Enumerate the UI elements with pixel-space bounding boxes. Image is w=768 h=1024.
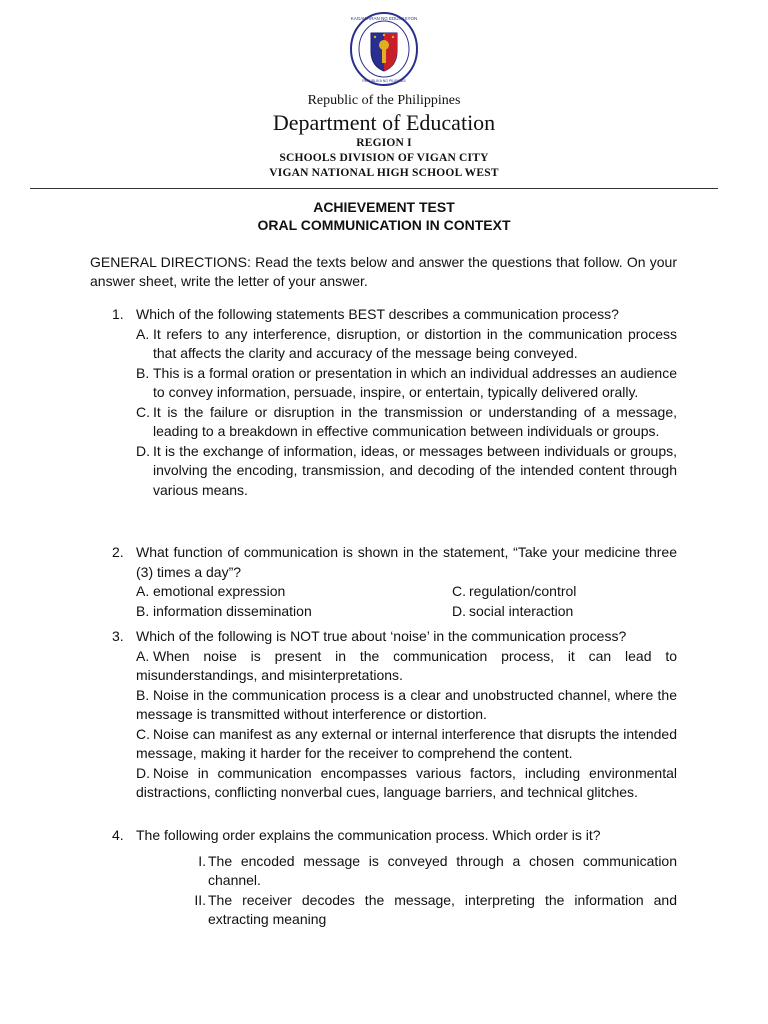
option-a	[136, 582, 452, 602]
question-2	[112, 543, 677, 621]
option-text: social interaction	[469, 602, 574, 619]
option-c	[452, 582, 677, 602]
svg-text:REPUBLIKA NG PILIPINAS: REPUBLIKA NG PILIPINAS	[362, 79, 406, 83]
department-heading: Department of Education	[272, 110, 496, 135]
option-c	[136, 725, 677, 764]
option-letter: D.	[136, 764, 150, 781]
region-heading: REGION I	[356, 137, 412, 149]
option-text: When noise is present in the communication process, it can lead to misunderstandings, and misinterpretations.	[136, 647, 677, 683]
division-heading: SCHOOLS DIVISION OF VIGAN CITY	[279, 152, 489, 164]
option-letter: C.	[452, 583, 466, 599]
options-grid	[136, 582, 677, 621]
option-letter: B.	[136, 602, 150, 619]
option-b	[136, 602, 452, 622]
general-directions: GENERAL DIRECTIONS: Read the texts below and answer the questions that follow. On your answer sheet, write the letter of your answer.	[90, 254, 677, 289]
option-text: information dissemination	[153, 602, 312, 619]
option-letter: A.	[136, 647, 150, 664]
option-text: Noise in the communication process is a clear and unobstructed channel, where the message is transmitted without interference or distortion.	[136, 686, 677, 722]
option-text: It refers to any interference, disruption, or distortion in the communication process that affects the clarity and accuracy of the message being conveyed.	[153, 325, 677, 361]
option-letter: B.	[136, 364, 150, 381]
item-text: The encoded message is conveyed through a chosen communication channel.	[208, 852, 677, 888]
order-item-ii	[168, 891, 677, 930]
question-number: 4.	[112, 827, 124, 843]
question-stem: Which of the following statements BEST describes a communication process?	[136, 306, 619, 322]
question-number: 2.	[112, 544, 124, 560]
option-letter: C.	[136, 725, 150, 742]
option-letter: C.	[136, 403, 150, 420]
option-letter: D.	[136, 442, 150, 459]
option-d	[136, 442, 677, 501]
republic-heading: Republic of the Philippines	[307, 93, 461, 108]
header-divider	[30, 188, 718, 189]
option-text: regulation/control	[469, 583, 577, 599]
option-text: Noise in communication encompasses various factors, including environmental distractions, conflicting nonverbal cues, language barriers, and technical glitches.	[136, 764, 677, 800]
option-text: Noise can manifest as any external or internal interference that disrupts the intended message, making it harder for the receiver to comprehend the content.	[136, 725, 677, 761]
roman-list	[112, 852, 677, 930]
option-letter: B.	[136, 686, 150, 703]
svg-text:KAGAWARAN NG EDUKASYON: KAGAWARAN NG EDUKASYON	[350, 16, 418, 21]
option-d	[452, 602, 677, 622]
option-text: It is the exchange of information, ideas, or messages between individuals or groups, involving the encoding, transmission, and decoding of the intended content through various means.	[153, 442, 677, 498]
option-d	[136, 764, 677, 803]
item-text: The receiver decodes the message, interpreting the information and extracting meaning	[208, 891, 677, 927]
test-subject: ORAL COMMUNICATION IN CONTEXT	[257, 217, 511, 233]
test-title: ACHIEVEMENT TEST	[313, 199, 455, 215]
question-number: 3.	[112, 628, 124, 644]
option-b	[136, 686, 677, 725]
option-letter: D.	[452, 602, 466, 619]
order-item-i	[168, 852, 677, 891]
item-numeral: I.	[198, 852, 206, 869]
option-a	[136, 325, 677, 364]
question-stem: The following order explains the communication process. Which order is it?	[136, 827, 601, 843]
option-text: This is a formal oration or presentation in which an individual addresses an audience to convey information, persuade, inspire, or entertain, typically delivered orally.	[153, 364, 677, 400]
question-4	[112, 826, 677, 930]
question-1	[112, 305, 677, 500]
deped-seal-logo	[349, 11, 419, 87]
option-letter: A.	[136, 583, 150, 599]
option-a	[136, 647, 677, 686]
option-text: emotional expression	[153, 583, 286, 599]
item-numeral: II.	[194, 891, 206, 908]
question-stem: What function of communication is shown in the statement, “Take your medicine three (3) times a day”?	[136, 544, 677, 580]
option-letter: A.	[136, 325, 150, 342]
option-b	[136, 364, 677, 403]
question-number: 1.	[112, 306, 124, 322]
question-3	[112, 627, 677, 803]
school-heading: VIGAN NATIONAL HIGH SCHOOL WEST	[269, 167, 499, 179]
question-stem: Which of the following is NOT true about ‘noise’ in the communication process?	[136, 628, 627, 644]
option-c	[136, 403, 677, 442]
option-text: It is the failure or disruption in the transmission or understanding of a message, leading to a breakdown in effective communication between individuals or groups.	[153, 403, 677, 439]
